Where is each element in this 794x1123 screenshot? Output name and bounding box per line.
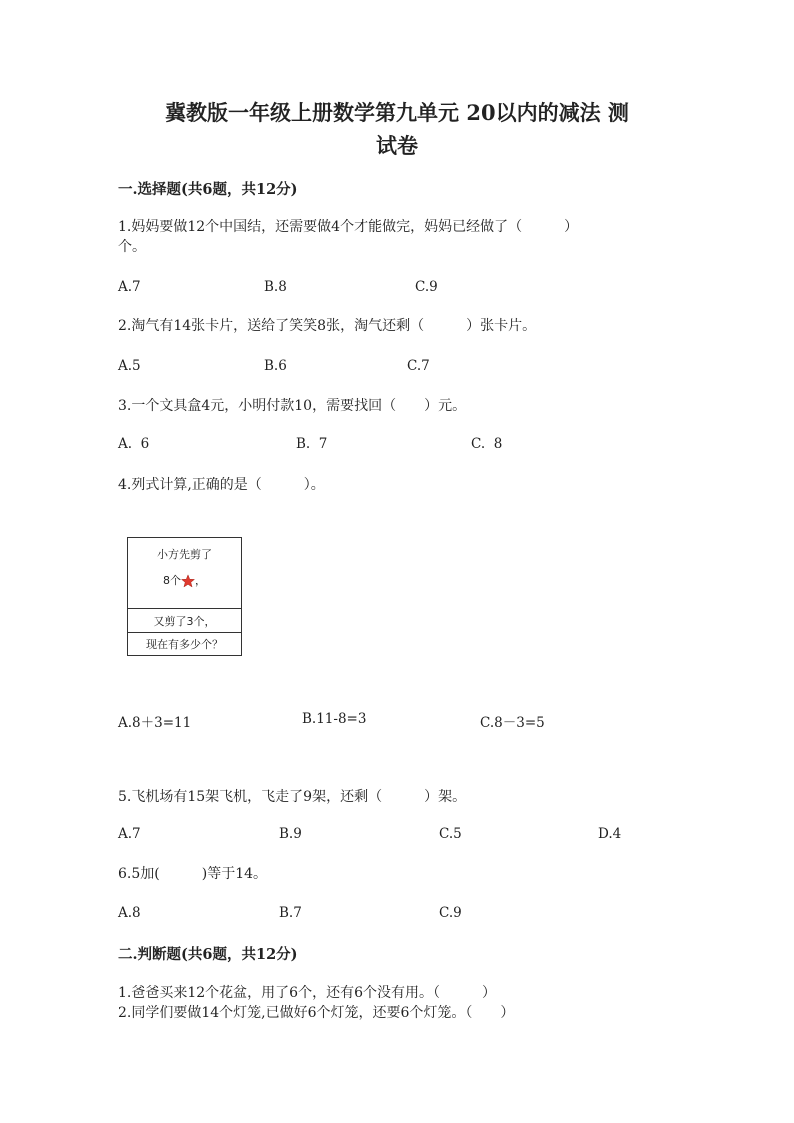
figure-middle-cell (128, 608, 241, 633)
q6-option-c: C.9 (439, 905, 462, 921)
question-2: 2.淘气有14张卡片，送给了笑笑8张，淘气还剩（ ）张卡片。 (118, 318, 537, 334)
figure-line-2: 又剪了3个， (153, 615, 216, 628)
page-title (110, 96, 684, 162)
figure-line-1: 小方先剪了 (157, 548, 212, 561)
title-line-2: 试卷 (376, 133, 418, 158)
q3-option-c: C. 8 (471, 436, 503, 452)
section-heading-judgement: 二.判断题(共6题，共12分) (118, 946, 298, 963)
figure-top-cell (128, 538, 241, 609)
figure-count-prefix: 8个 (163, 574, 181, 587)
judgement-1: 1.爸爸买来12个花盆，用了6个，还有6个没有用。（ ） (118, 985, 496, 1001)
figure-bottom-cell (128, 632, 241, 655)
title-line-1: 冀教版一年级上册数学第九单元 20以内的减法 测 (165, 100, 629, 125)
q2-option-b: B.6 (264, 358, 287, 374)
q1-option-a: A.7 (118, 279, 141, 295)
q2-option-c: C.7 (407, 358, 430, 374)
q4-option-b: B.11-8=3 (302, 711, 367, 727)
q6-option-a: A.8 (118, 905, 141, 921)
q5-option-d: D.4 (598, 826, 622, 842)
q2-option-a: A.5 (118, 358, 141, 374)
question-1 (118, 217, 578, 257)
q5-option-a: A.7 (118, 826, 141, 842)
q3-option-b: B. 7 (296, 436, 328, 452)
question-1-line-1: 1.妈妈要做12个中国结，还需要做4个才能做完，妈妈已经做了（ ） (118, 219, 579, 235)
figure-count (128, 572, 241, 588)
question-4: 4.列式计算,正确的是（ ）。 (118, 477, 325, 493)
q5-option-b: B.9 (279, 826, 302, 842)
q4-option-a: A.8＋3=11 (118, 715, 192, 731)
q4-option-c: C.8－3=5 (480, 715, 545, 731)
section-heading-choice: 一.选择题(共6题，共12分) (118, 181, 298, 198)
judgement-2: 2.同学们要做14个灯笼,已做好6个灯笼，还要6个灯笼。（ ） (118, 1005, 515, 1021)
question-4-figure (127, 537, 242, 656)
q5-option-c: C.5 (439, 826, 462, 842)
figure-line-3: 现在有多少个？ (146, 638, 223, 651)
q1-option-c: C.9 (415, 279, 438, 295)
figure-count-suffix: ， (195, 574, 206, 587)
question-5: 5.飞机场有15架飞机，飞走了9架，还剩（ ）架。 (118, 789, 467, 805)
q3-option-a: A. 6 (118, 436, 150, 452)
star-icon (181, 574, 195, 588)
q6-option-b: B.7 (279, 905, 302, 921)
question-6: 6.5加( )等于14。 (118, 866, 268, 882)
question-3: 3.一个文具盒4元，小明付款10，需要找回（ ）元。 (118, 398, 467, 414)
question-1-line-2: 个。 (118, 239, 146, 255)
q1-option-b: B.8 (264, 279, 287, 295)
